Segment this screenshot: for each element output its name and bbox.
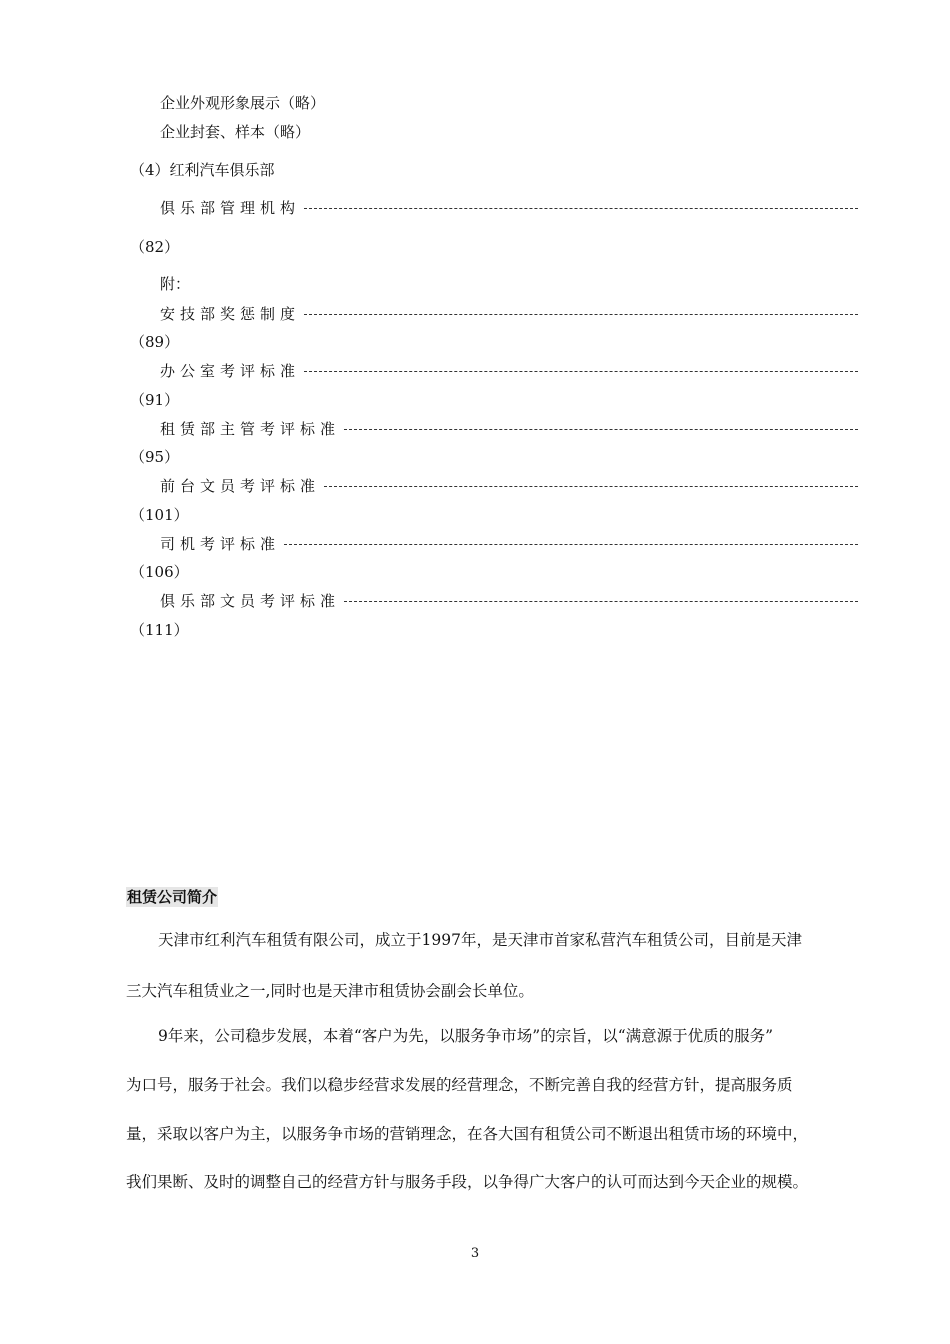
intro-paragraph-line: 我们果断、及时的调整自己的经营方针与服务手段，以争得广大客户的认可而达到今天企业的规模。 xyxy=(126,1173,809,1191)
toc-entry-title: 办公室考评标准 xyxy=(160,362,301,380)
toc-leader xyxy=(284,544,858,547)
toc-entry-page: （82） xyxy=(130,238,180,256)
toc-entry-page: （111） xyxy=(130,621,189,639)
toc-leader xyxy=(304,371,858,374)
toc-entry-page: （89） xyxy=(130,333,180,351)
toc-entry xyxy=(160,419,858,439)
toc-entry-title: 前台文员考评标准 xyxy=(160,477,321,495)
toc-entry-title: 司机考评标准 xyxy=(160,535,281,553)
toc-leader xyxy=(304,314,858,317)
toc-entry-page: （106） xyxy=(130,563,189,581)
intro-paragraph-line: 量，采取以客户为主，以服务争市场的营销理念，在各大国有租赁公司不断退出租赁市场的环境中， xyxy=(126,1125,809,1143)
intro-paragraph-line: 天津市红利汽车租赁有限公司，成立于1997年，是天津市首家私营汽车租赁公司，目前是天津 xyxy=(158,931,802,949)
toc-entry xyxy=(160,534,858,554)
line-exterior: 企业外观形象展示（略） xyxy=(160,94,326,112)
intro-paragraph-line: 为口号，服务于社会。我们以稳步经营求发展的经营理念，不断完善自我的经营方针，提高服务质 xyxy=(126,1076,793,1094)
line-envelope: 企业封套、样本（略） xyxy=(160,123,311,141)
section-4-heading: （4）红利汽车俱乐部 xyxy=(130,161,275,179)
toc-entry-page: （101） xyxy=(130,506,189,524)
toc-leader xyxy=(324,486,858,489)
intro-paragraph-line: 三大汽车租赁业之一,同时也是天津市租赁协会副会长单位。 xyxy=(126,982,534,1000)
toc-entry-page: （95） xyxy=(130,448,180,466)
toc-entry-title: 俱乐部文员考评标准 xyxy=(160,592,341,610)
toc-entry xyxy=(160,361,858,381)
toc-entry xyxy=(160,304,858,324)
attach-label: 附： xyxy=(160,275,191,293)
toc-entry-page: （91） xyxy=(130,391,180,409)
toc-leader xyxy=(344,429,858,432)
intro-paragraph-line: 9年来，公司稳步发展，本着“客户为先，以服务争市场”的宗旨，以“满意源于优质的服务” xyxy=(158,1027,774,1045)
toc-entry xyxy=(160,476,858,496)
toc-entry xyxy=(160,591,858,611)
toc-entry xyxy=(160,198,858,218)
toc-entry-title: 租赁部主管考评标准 xyxy=(160,420,341,438)
toc-entry-title: 俱乐部管理机构 xyxy=(160,199,301,217)
toc-leader xyxy=(304,208,858,211)
intro-title: 租赁公司简介 xyxy=(127,888,218,906)
page-number: 3 xyxy=(470,1246,480,1261)
toc-entry-title: 安技部奖惩制度 xyxy=(160,305,301,323)
toc-leader xyxy=(344,601,858,604)
